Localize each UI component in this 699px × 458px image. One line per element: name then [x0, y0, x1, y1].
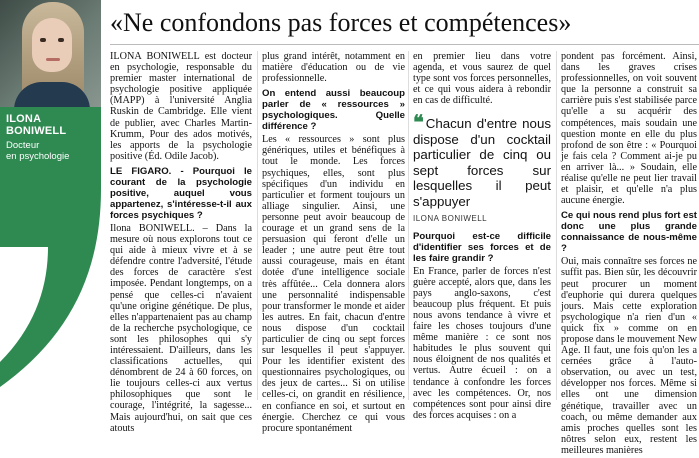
title-rule: [110, 44, 699, 45]
author-role-line2: en psychologie: [6, 151, 70, 162]
question-3: Pourquoi est-ce difficile d'identifier ses forces et de les faire grandir ?: [413, 230, 551, 264]
author-photo: [0, 0, 101, 107]
answer-2: Les « ressources » sont plus génériques, utiles et bénéfiques à tout le monde. Les forces psychiques, elles, sont plus spécifiques d'un individu en particulier et forment toujours un alliage singulier. Ainsi, une personne peut avoir beaucoup de courage et un grand sens de la persuasion qui feront d'elle un leader ; une autre peut être tout aussi courageuse, mais en étant dotée d'une intelligence sociale très affûtée... Cela donnera alors une personnalité indispensable pour transformer le monde et aider les autres. En fait, chacun d'entre nous dispose d'un cocktail particulier de cinq ou sept forces sur lesquelles il peut s'appuyer. Pour les identifier existent des questionnaires psychologiques, ou des jeux de cartes... Si on utilise celles-ci, on grandit en résilience, en confiance en soi, et surtout en énergie. Cherchez ce qui vous procure spontanément: [262, 134, 405, 434]
quote-mark-decoration: [0, 177, 101, 387]
column-divider: [408, 51, 409, 400]
author-name: [6, 113, 66, 137]
article-column-4: [561, 51, 697, 458]
pull-quote-author: ILONA BONIWELL: [413, 214, 488, 224]
answer-1: Ilona BONIWELL. – Dans la mesure où nous explorons tout ce qui aide à mieux vivre et à se défendre contre l'adversité, l'étude des forces de caractère s'est imposée. Pendant longtemps, on a pensé que celles-ci n'avaient qu'une origine génétique. De plus, elles n'appartenaient pas au champ de la recherche psychologique, ce sont les philosophes qui s'y intéressaient. D'ailleurs, dans les classifications actuelles, qui dénombrent de 24 à 60 forces, on lie toujours celles-ci aux vertus philosophiques que sont le courage, l'intégrité, la sagesse... Mais aujourd'hui, on sait que ces atouts: [110, 222, 252, 434]
answer-3: En France, parler de forces n'est guère accepté, alors que, dans les pays anglo-saxons, c'est beaucoup plus fréquent. Et puis nous avons tendance à vivre et faire les choses toujours d'une même manière : ce sont nos habitudes le plus souvent qui nous éloignent de nos qualités et vertus. Autre écueil : on a tendance à confondre les forces avec les compétences. Or, nos compétences sont pour ainsi dire des forces acquises : on a: [413, 265, 551, 421]
article-column-1: [110, 51, 252, 436]
column-divider: [556, 51, 557, 400]
author-intro: ILONA BONIWELL est docteur en psychologie, responsable du premier master international de psychologie positive appliquée (MAPP) à l'université Anglia Ruskin de Cambridge. Elle vient de publier, avec Charles Martin-Krumm, Pour des ados motivés, les apports de la psychologie positive (Éd. Odile Jacob).: [110, 51, 252, 162]
paragraph-continued: pondent pas forcément. Ainsi, dans les graves crises professionnelles, on voit souvent que la personne a construit sa carrière puis s'est stabilisée parce qu'elle a su acquérir des compétences, mais soudain une question monte en elle du plus profond de son être : « Pourquoi je fais cela ? Comment ai-je pu en arriver là... » Soudain, elle réalise qu'elle ne peut lier travail et plaisir, et qu'elle n'a plus aucune énergie.: [561, 51, 697, 207]
author-role-line1: Docteur: [6, 140, 40, 151]
paragraph-continued: en premier lieu dans votre agenda, et vous saurez de quel type sont vos forces personnelles, et ce qui vous aidera à rebondir en cas de difficulté.: [413, 51, 551, 107]
question-4: Ce qui nous rend plus fort est donc une plus grande connaissance de nous-même ?: [561, 210, 697, 255]
question-1: LE FIGARO. - Pourquoi le courant de la psychologie positive, auquel vous appartenez, s'intéresse-t-il aux forces psychiques ?: [110, 165, 252, 221]
author-name-block: [0, 107, 101, 177]
answer-4: Oui, mais connaître ses forces ne suffit pas. Bien sûr, les découvrir peut procurer un moment d'euphorie qui durera quelques jours. Mais cette exploration psychologique n'a rien d'un « quick fix » comme on en propose dans le mouvement New Age. Il faut, une fois qu'on les a cernées grâce à l'auto-observation, ou avec un test, développer nos forces. Même si elles ont une dimension génétique, travailler avec un coach, ou même demander aux amis proches quelles sont les nôtres selon eux, restent les meilleures manières: [561, 256, 697, 456]
article-title: «Ne confondons pas forces et compétences»: [110, 8, 572, 37]
article-column-2: [262, 51, 405, 436]
author-name-line1: ILONA: [6, 113, 42, 125]
article-column-3: [413, 51, 551, 423]
pull-quote-text: Chacun d'entre nous dispose d'un cocktail particulier de cinq ou sept forces sur lesquelles il peut s'appuyer: [413, 116, 551, 209]
author-name-line2: BONIWELL: [6, 125, 67, 137]
question-2: On entend aussi beaucoup parler de « ressources » psychologiques. Quelle différence ?: [262, 88, 405, 133]
quote-open-icon: ❝: [413, 112, 424, 135]
pull-quote: [413, 112, 551, 224]
column-divider: [257, 51, 258, 400]
author-sidebar: [0, 0, 101, 400]
paragraph-continued: plus grand intérêt, notamment en matière d'éducation ou de vie professionnelle.: [262, 51, 405, 85]
author-role: [6, 140, 69, 162]
